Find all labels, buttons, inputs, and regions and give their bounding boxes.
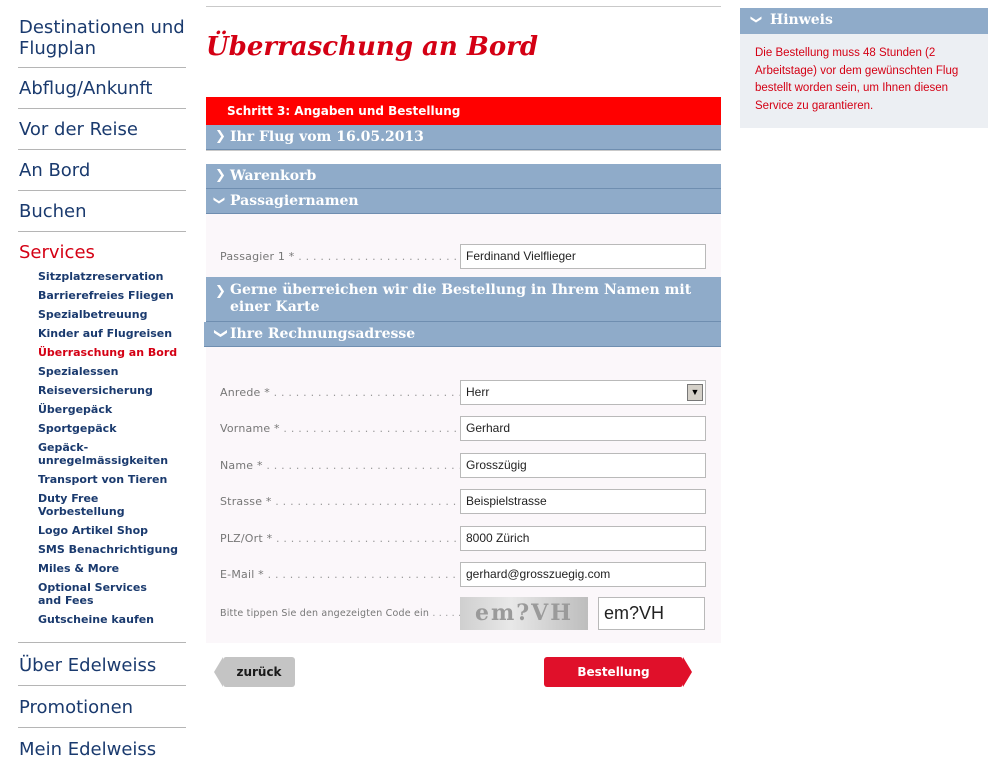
- passenger-panel: [206, 214, 721, 277]
- chevron-right-icon: ❯: [215, 129, 226, 144]
- sub-item-ueberraschung-an-bord[interactable]: Überraschung an Bord: [38, 346, 178, 359]
- form-actions: [206, 657, 721, 709]
- firstname-field[interactable]: Gerhard: [460, 416, 706, 441]
- hint-text: Die Bestellung muss 48 Stunden (2 Arbeitstage) vor dem gewünschten Flug bestellt worden sein, um Ihnen diesen Service zu garantieren.: [755, 47, 959, 112]
- passenger-label: Passagier 1 * . . .: [220, 250, 460, 263]
- chevron-right-icon: ❯: [215, 168, 226, 183]
- nav-vor-der-reise[interactable]: Vor der Reise: [18, 109, 186, 150]
- email-field[interactable]: gerhard@grosszuegig.com: [460, 562, 706, 587]
- sub-item-kinder-auf-flugreisen[interactable]: Kinder auf Flugreisen: [38, 327, 173, 340]
- sub-item-spezialessen[interactable]: Spezialessen: [38, 365, 119, 378]
- email-label: E-Mail * . . .: [220, 568, 460, 581]
- services-submenu: [18, 264, 186, 643]
- accordion-card[interactable]: [206, 277, 721, 322]
- section-gap: [206, 150, 721, 164]
- firstname-row: [220, 411, 707, 448]
- sub-item-sms-benachrichtigung[interactable]: SMS Benachrichtigung: [38, 543, 179, 556]
- sub-item-transport-von-tieren[interactable]: Transport von Tieren: [38, 473, 168, 486]
- sub-item-gepaeck-unregelmaessigkeiten[interactable]: Gepäck-unregelmässigkeiten: [38, 441, 169, 467]
- sub-item-logo-artikel-shop[interactable]: Logo Artikel Shop: [38, 524, 149, 537]
- chevron-down-icon: ❯: [213, 195, 227, 206]
- step-header: Schritt 3: Angaben und Bestellung: [206, 97, 721, 125]
- sub-item-uebergepaeck[interactable]: Übergepäck: [38, 403, 113, 416]
- chevron-right-icon: ❯: [215, 284, 226, 299]
- salutation-row: [220, 374, 707, 411]
- accordion-card-label: Gerne überreichen wir die Bestellung in Ihrem Namen mit einer Karte: [230, 282, 692, 315]
- zip-city-label: PLZ/Ort * . . .: [220, 532, 460, 545]
- billing-panel: [206, 347, 721, 643]
- accordion-billing[interactable]: [204, 322, 721, 347]
- zip-city-field[interactable]: 8000 Zürich: [460, 526, 706, 551]
- sub-item-gutscheine-kaufen[interactable]: Gutscheine kaufen: [38, 613, 155, 626]
- accordion-cart[interactable]: [206, 164, 721, 189]
- street-field[interactable]: Beispielstrasse: [460, 489, 706, 514]
- captcha-label: Bitte tippen Sie den angezeigten Code ein . . .: [220, 608, 460, 619]
- passenger-row: [220, 241, 707, 271]
- hint-header[interactable]: [740, 8, 988, 34]
- sub-item-barrierefreies-fliegen[interactable]: Barrierefreies Fliegen: [38, 289, 174, 302]
- sub-item-sportgepaeck[interactable]: Sportgepäck: [38, 422, 117, 435]
- nav-destinationen[interactable]: Destinationen und Flugplan: [18, 17, 186, 68]
- sub-item-miles-and-more[interactable]: Miles & More: [38, 562, 120, 575]
- sidebar-nav: [18, 0, 186, 764]
- nav-promotionen[interactable]: Promotionen: [18, 686, 186, 728]
- nav-mein-edelweiss[interactable]: Mein Edelweiss: [19, 739, 157, 760]
- passenger-name-field[interactable]: Ferdinand Vielflieger: [460, 244, 706, 269]
- lastname-label: Name * . . .: [220, 459, 460, 472]
- accordion-cart-label: Warenkorb: [230, 168, 317, 184]
- sub-item-duty-free[interactable]: Duty Free Vorbestellung: [38, 492, 125, 518]
- accordion-passengers[interactable]: [206, 189, 721, 214]
- lastname-field[interactable]: Grosszügig: [460, 453, 706, 478]
- zip-city-row: [220, 520, 707, 557]
- page-title: Überraschung an Bord: [206, 32, 539, 62]
- sub-item-reiseversicherung[interactable]: Reiseversicherung: [38, 384, 153, 397]
- hint-title: Hinweis: [770, 12, 833, 28]
- chevron-down-icon: ❯: [750, 14, 764, 25]
- nav-abflug-ankunft[interactable]: Abflug/Ankunft: [18, 68, 186, 109]
- captcha-image: em?VH: [460, 597, 588, 630]
- street-label: Strasse * . . .: [220, 495, 460, 508]
- street-row: [220, 484, 707, 521]
- firstname-label: Vorname * . . .: [220, 422, 460, 435]
- hint-box: [740, 8, 988, 128]
- sidebar-top-group: [18, 17, 186, 264]
- sub-item-spezialbetreuung[interactable]: Spezialbetreuung: [38, 308, 148, 321]
- accordion-passengers-label: Passagiernamen: [230, 193, 359, 209]
- accordion-billing-label: Ihre Rechnungsadresse: [230, 326, 416, 342]
- nav-services[interactable]: Services: [19, 242, 95, 263]
- captcha-input[interactable]: em?VH: [598, 597, 705, 630]
- captcha-row: [220, 593, 707, 633]
- email-row: [220, 557, 707, 594]
- top-divider: [206, 6, 721, 7]
- salutation-select[interactable]: [460, 380, 706, 405]
- dropdown-arrow-icon[interactable]: ▼: [687, 384, 703, 401]
- salutation-label: Anrede * . . .: [220, 386, 460, 399]
- main-content: [206, 0, 721, 709]
- accordion-flight-label: Ihr Flug vom 16.05.2013: [230, 129, 424, 145]
- sub-item-optional-services[interactable]: Optional Services and Fees: [38, 581, 147, 607]
- lastname-row: [220, 447, 707, 484]
- chevron-down-icon: ❯: [212, 328, 228, 339]
- nav-an-bord[interactable]: An Bord: [18, 150, 186, 191]
- nav-ueber-edelweiss[interactable]: Über Edelweiss: [18, 643, 186, 686]
- submit-order-button[interactable]: Bestellung absenden: [544, 657, 683, 687]
- back-button[interactable]: zurück: [223, 657, 295, 687]
- nav-buchen[interactable]: Buchen: [18, 191, 186, 232]
- sub-item-sitzplatzreservation[interactable]: Sitzplatzreservation: [38, 270, 164, 283]
- salutation-value: Herr: [466, 384, 490, 399]
- sidebar-bottom-group: [18, 643, 186, 764]
- accordion-flight[interactable]: [206, 125, 721, 150]
